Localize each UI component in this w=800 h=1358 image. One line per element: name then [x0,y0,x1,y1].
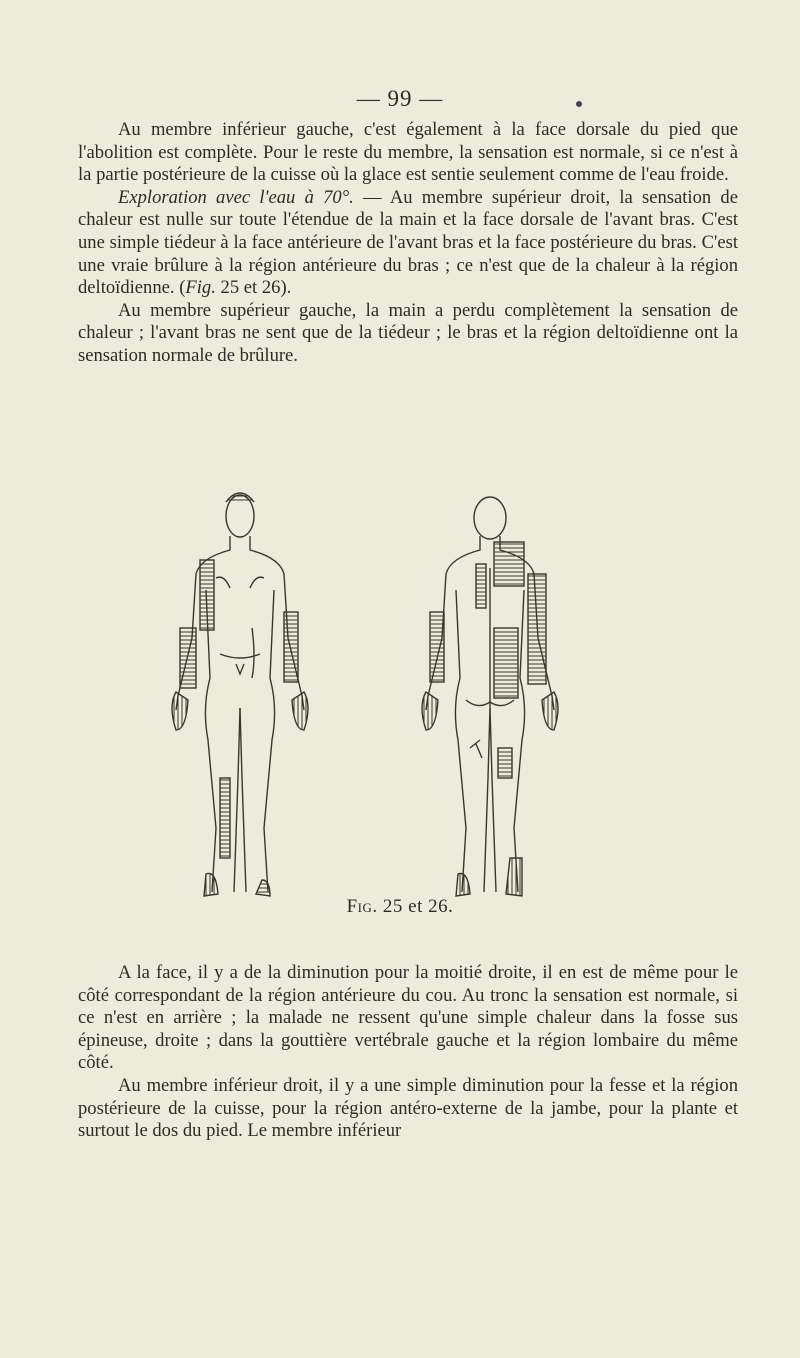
paragraph: Au membre supérieur gauche, la main a perdu complètement la sensation de chaleur ; l'avant bras ne sent que de la tiédeur ; le bras et la région deltoïdienne ont la sensation normale de brûlure. [78,299,738,366]
paragraph: Au membre inférieur gauche, c'est également à la face dorsale du pied que l'abolition est complète. Pour le reste du membre, la sensation est normale, si ce n'est à la partie postérieure de la cuisse où la glace est sentie seulement comme de l'eau froide. [78,119,738,186]
paragraph: Au membre inférieur droit, il y a une simple diminution pour la fesse et la région postérieure de la cuisse, pour la région antéro-externe de la jambe, pour la plante et surtout le dos du pied. Le membre inférieur [78,1074,738,1142]
paragraph: A la face, il y a de la diminution pour la moitié droite, il en est de même pour le côté correspondant de la région antérieure du cou. Au tronc la sensation est normale, si ce n'est en arrière ; la malade ne ressent qu'une simple chaleur dans la fosse sus épineuse, droite ; dans la gouttière vertébrale gauche et la région lombaire du même côté. [78,962,738,1074]
caption-text: 25 et 26. [377,896,454,917]
top-text-block [78,119,738,368]
back-body-outline [422,497,558,896]
caption-prefix: Fig. [346,896,378,917]
figure-caption [0,896,800,918]
front-body-outline [172,493,308,896]
figure-reference: Fig. [185,277,216,299]
body-diagram [160,478,640,898]
ink-spot [576,101,582,107]
body-diagram-figure [160,478,640,918]
paragraph-lead: Exploration avec l'eau à 70°. [118,186,354,208]
bottom-text-block [78,962,738,1143]
page-number: — 99 — [356,86,444,111]
figure-reference-tail: 25 et 26). [215,277,292,299]
paragraph-body: — Au membre supérieur droit, la sensation de chaleur est nulle sur toute l'étendue de la main et la face dorsale de l'avant bras. C'est une simple tiédeur à la face antérieure de l'avant bras et la face postérieure du bras. C'est une vraie brûlure à la région antérieure du bras ; ce n'est que de la chaleur à la région deltoïdienne. ( [78,186,738,299]
paragraph [78,187,738,300]
